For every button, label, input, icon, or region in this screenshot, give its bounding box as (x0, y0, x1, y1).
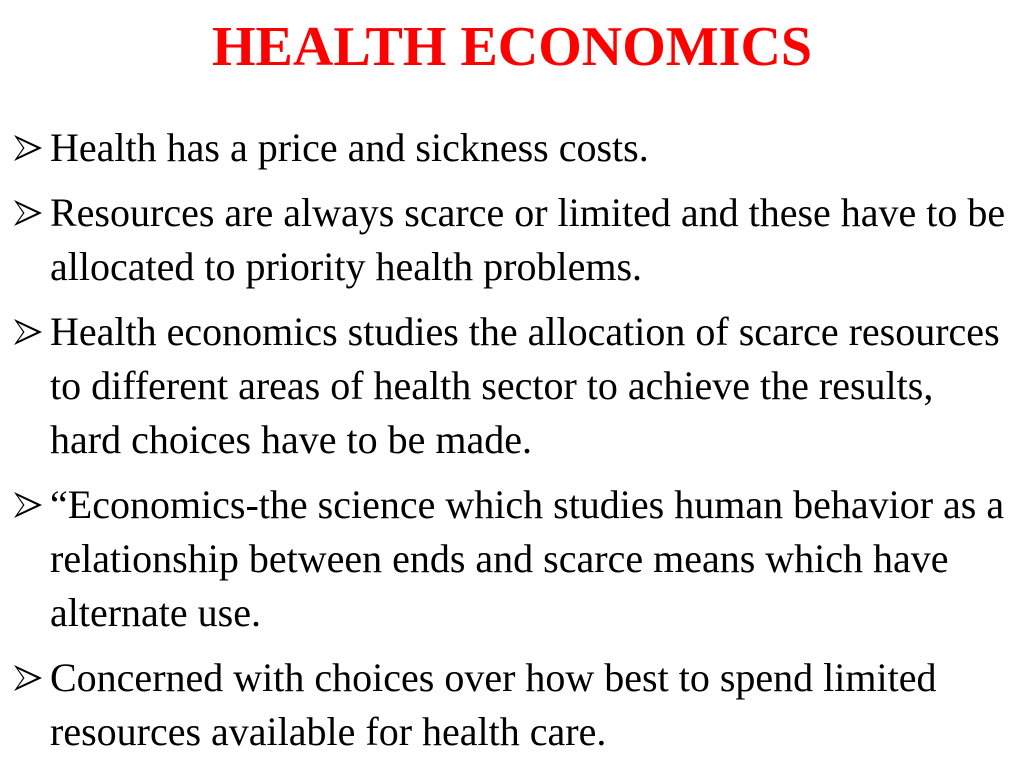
arrowhead-bullet-icon (12, 305, 48, 359)
bullet-item (10, 651, 1010, 759)
arrowhead-bullet-icon (12, 121, 48, 175)
bullet-text: Health economics studies the allocation of scarce resources to different areas of health sector to achieve the results, hard choices have to be made. (50, 309, 1000, 462)
bullet-text: Resources are always scarce or limited and these have to be allocated to priority health problems. (50, 190, 1006, 289)
slide-title: HEALTH ECONOMICS (211, 16, 813, 78)
bullet-item (10, 186, 1010, 294)
bullet-item (10, 478, 1010, 640)
bullet-text: “Economics-the science which studies human behavior as a relationship between ends and scarce means which have alternate use. (50, 482, 1005, 635)
arrowhead-bullet-icon (12, 651, 48, 705)
bullet-item (10, 121, 1010, 175)
arrowhead-bullet-icon (12, 478, 48, 532)
bullet-item (10, 305, 1010, 467)
bullet-text: Health has a price and sickness costs. (50, 125, 649, 170)
bullet-text: Concerned with choices over how best to spend limited resources available for health care. (50, 655, 937, 754)
bullet-list (10, 121, 1010, 768)
arrowhead-bullet-icon (12, 186, 48, 240)
